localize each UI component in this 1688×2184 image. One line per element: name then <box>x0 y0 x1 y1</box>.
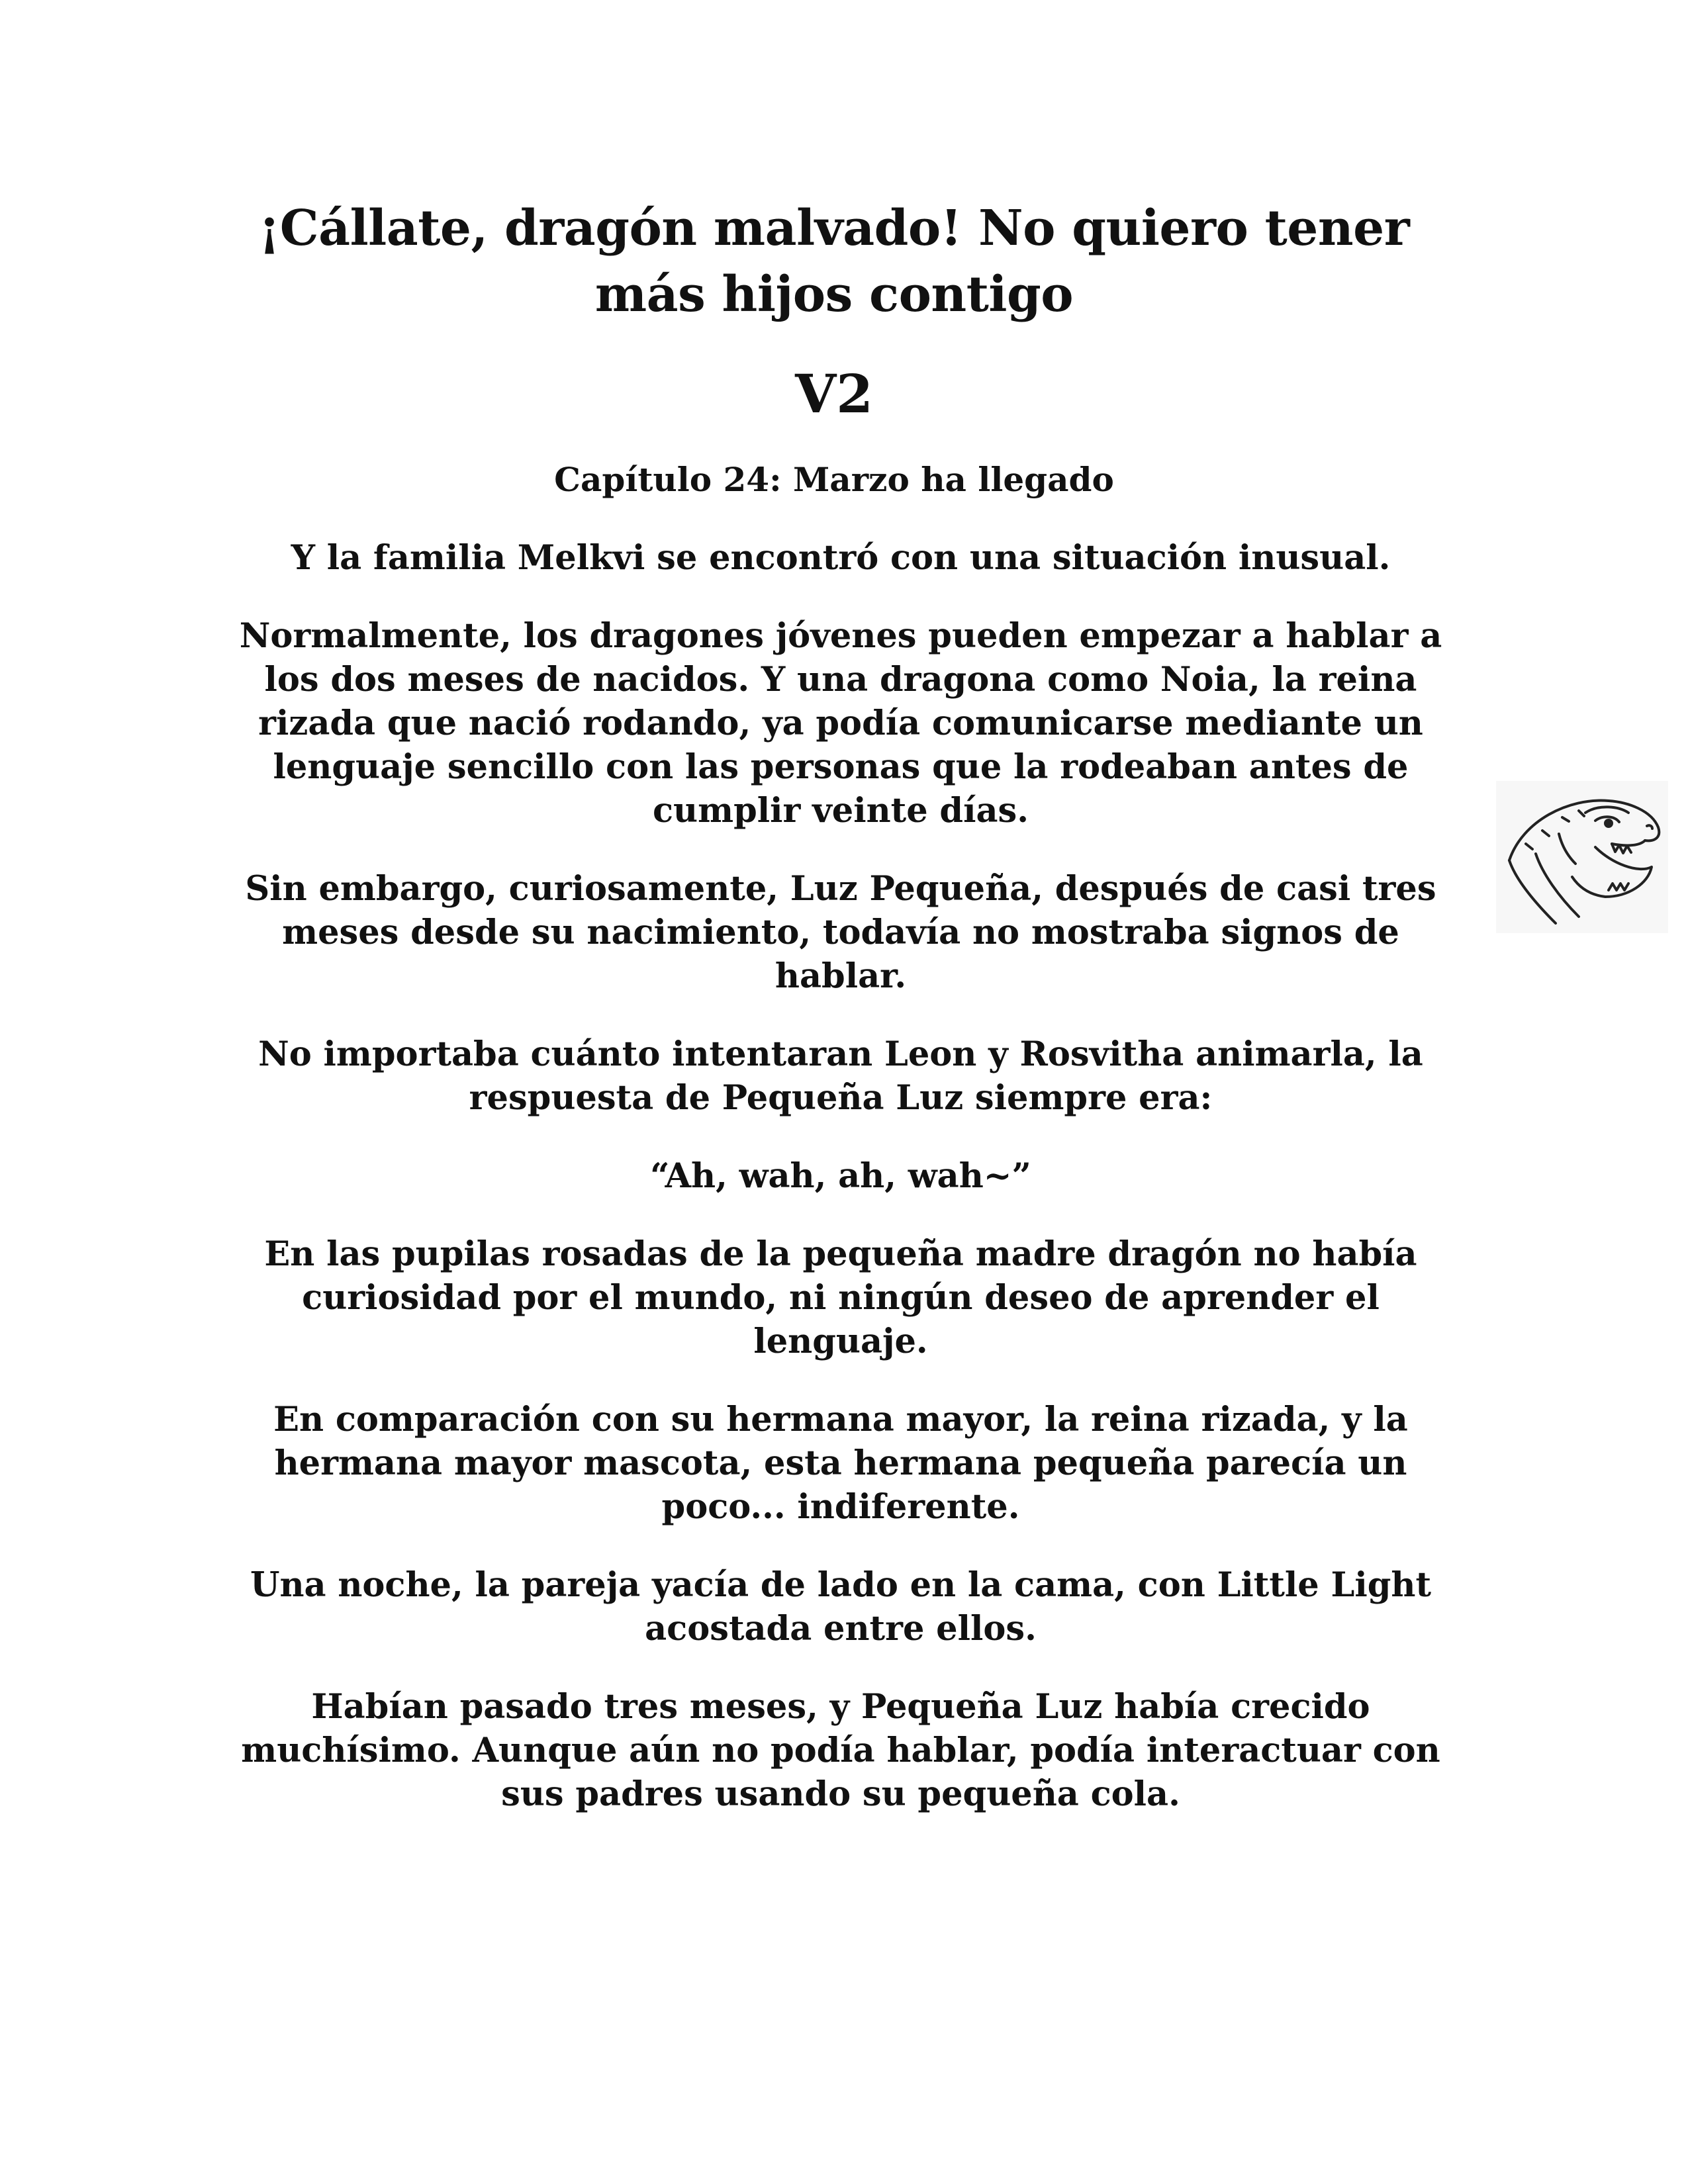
paragraph-quote: “Ah, wah, ah, wah~” <box>650 1156 1031 1196</box>
paragraph: Y la familia Melkvi se encontró con una situación inusual. <box>291 538 1391 578</box>
paragraph: En las pupilas rosadas de la pequeña madre dragón no había curiosidad por el mundo, ni ningún deseo de aprender el lenguaje. <box>264 1234 1417 1361</box>
dragon-head-icon <box>1496 781 1668 933</box>
paragraph: Una noche, la pareja yacía de lado en la cama, con Little Light acostada entre ellos. <box>250 1565 1432 1649</box>
chapter-heading: Capítulo 24: Marzo ha llegado <box>554 460 1114 499</box>
paragraph: No importaba cuánto intentaran Leon y Rosvitha animarla, la respuesta de Pequeña Luz siempre era: <box>258 1034 1423 1118</box>
document-title: ¡Cállate, dragón malvado! No quiero tener más hijos contigo <box>258 200 1410 323</box>
paragraph: Normalmente, los dragones jóvenes pueden empezar a hablar a los dos meses de nacidos. Y una dragona como Noia, la reina rizada que nació rodando, ya podía comunicarse mediante un lenguaje sencillo con las personas que la rodeaban antes de cumplir veinte días. <box>239 616 1442 831</box>
paragraph: Sin embargo, curiosamente, Luz Pequeña, después de casi tres meses desde su nacimiento, todavía no mostraba signos de hablar. <box>245 869 1436 996</box>
paragraph: En comparación con su hermana mayor, la reina rizada, y la hermana mayor mascota, esta hermana pequeña parecía un poco... indiferente. <box>273 1400 1408 1527</box>
volume-label: V2 <box>795 363 873 425</box>
paragraph: Habían pasado tres meses, y Pequeña Luz había crecido muchísimo. Aunque aún no podía hablar, podía interactuar con sus padres usando su pequeña cola. <box>241 1687 1440 1814</box>
chapter-body <box>225 536 1456 1850</box>
